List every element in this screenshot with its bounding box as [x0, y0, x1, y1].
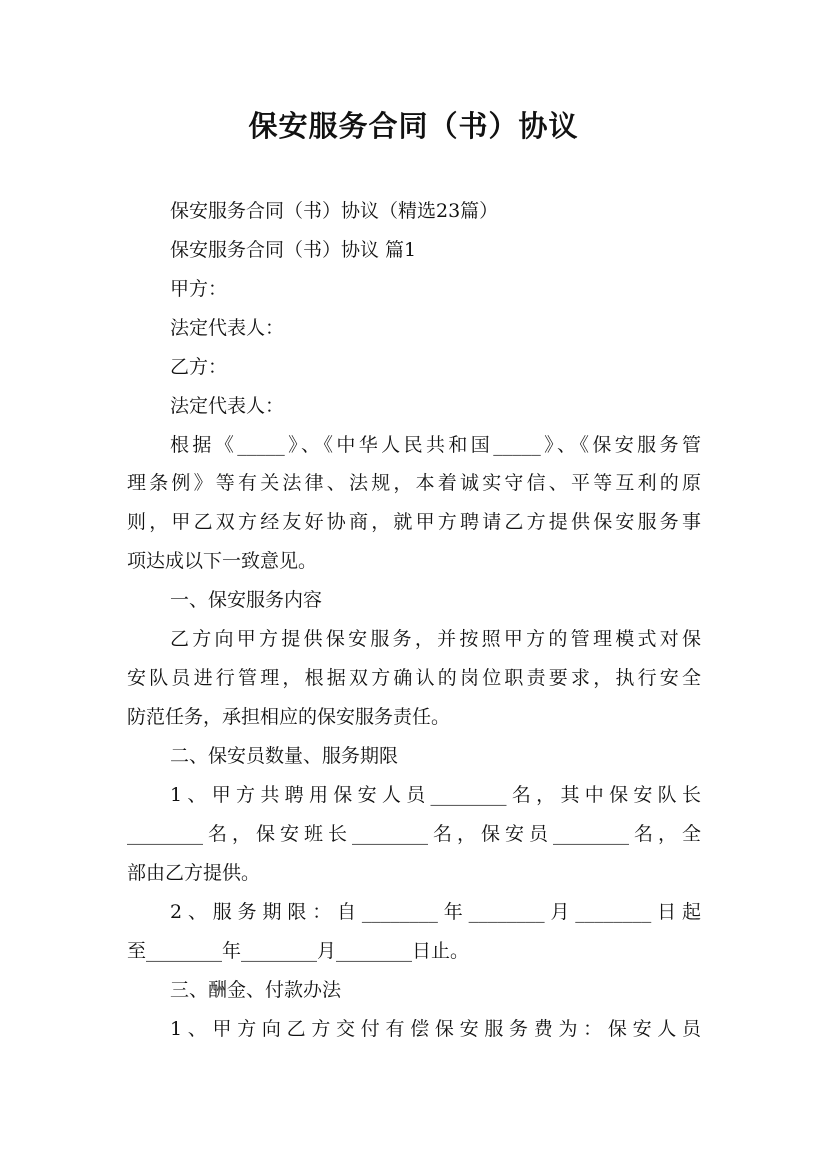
paragraph-line: 乙方向甲方提供保安服务，并按照甲方的管理模式对保: [170, 628, 701, 650]
paragraph-line: 则，甲乙双方经友好协商，就甲方聘请乙方提供保安服务事: [127, 511, 701, 533]
paragraph-line: 安队员进行管理，根据双方确认的岗位职责要求，执行安全: [127, 667, 701, 689]
section-heading: 三、酬金、付款办法: [170, 979, 342, 1001]
paragraph-line: 防范任务，承担相应的保安服务责任。: [127, 706, 451, 728]
paragraph-line: 根据《_____》、《中华人民共和国_____》、《保安服务管: [170, 434, 701, 456]
subtitle-line: 保安服务合同（书）协议（精选23篇）: [170, 200, 499, 222]
party-b-label: 乙方：: [170, 356, 228, 378]
paragraph-line: 部由乙方提供。: [127, 862, 261, 884]
section-heading: 保安服务合同（书）协议 篇1: [170, 239, 417, 261]
section-heading: 一、保安服务内容: [170, 589, 323, 611]
legal-rep-a-label: 法定代表人：: [170, 317, 285, 339]
paragraph-line: ________名，保安班长________名，保安员________名，全: [127, 823, 701, 845]
paragraph-line: 1、甲方向乙方交付有偿保安服务费为：保安人员: [170, 1018, 701, 1040]
legal-rep-b-label: 法定代表人：: [170, 395, 285, 417]
paragraph-line: 2、服务期限：自________年________月________日起: [170, 901, 701, 923]
paragraph-line: 1、甲方共聘用保安人员________名，其中保安队长: [170, 784, 701, 806]
paragraph-line: 项达成以下一致意见。: [127, 550, 318, 572]
paragraph-line: 理条例》等有关法律、法规，本着诚实守信、平等互利的原: [127, 472, 701, 494]
party-a-label: 甲方：: [170, 278, 228, 300]
document-title: 保安服务合同（书）协议: [248, 109, 579, 143]
section-heading: 二、保安员数量、服务期限: [170, 745, 399, 767]
paragraph-line: 至________年________月________日止。: [127, 940, 470, 962]
